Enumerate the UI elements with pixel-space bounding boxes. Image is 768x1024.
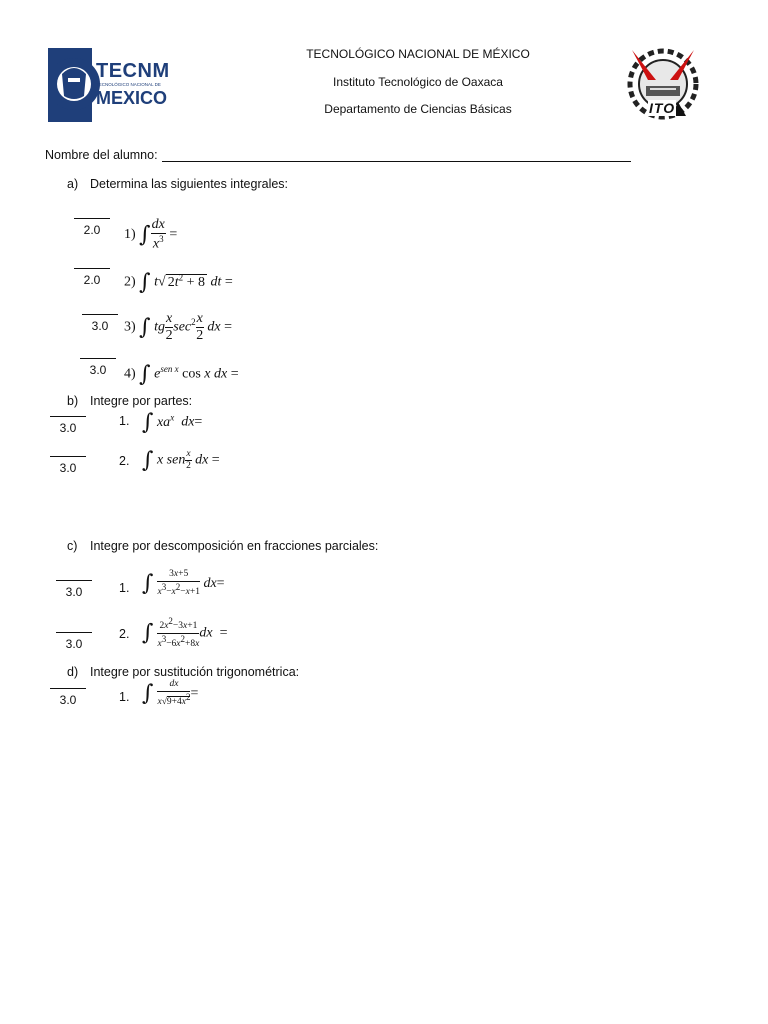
score-a1: 2.0	[74, 218, 110, 239]
item-number: 1)	[124, 227, 136, 243]
student-name-label: Nombre del alumno:	[45, 148, 158, 162]
score-c2: 3.0	[56, 632, 92, 653]
section-d-title: Integre por sustitución trigonométrica:	[90, 665, 300, 679]
score-d1: 3.0	[50, 688, 86, 709]
student-name-field[interactable]	[162, 147, 631, 162]
section-a-title: Determina las siguientes integrales:	[90, 177, 289, 191]
section-d-marker: d)	[67, 665, 79, 679]
integral-c2: ∫ $\frac{2x^2-3x+1}{x^3-6x^2+8x}$ dx =	[142, 616, 228, 649]
item-number: 4)	[124, 366, 136, 382]
item-number: 3)	[124, 319, 136, 335]
tecnm-logo-country: MEXICO	[96, 88, 168, 108]
section-c-marker: c)	[67, 539, 78, 553]
item-number-d1: 1.	[119, 690, 130, 704]
integral-c1: ∫ $\frac{3x+5}{x^3-x^2-x+1}$ dx=	[142, 569, 225, 597]
item-number-c2: 2.	[119, 627, 130, 641]
tecnm-logo-subtext: TECNOLÓGICO NACIONAL DE	[96, 82, 161, 87]
section-c-title: Integre por descomposición en fracciones parciales:	[90, 539, 379, 553]
integral-d1: ∫ $\frac{dx}{x√9+4x^2}$ =	[142, 679, 199, 707]
item-number-b2: 2.	[119, 454, 130, 468]
item-number-b1: 1.	[119, 414, 130, 428]
score-a3: 3.0	[82, 314, 118, 335]
institution-name: TECNOLÓGICO NACIONAL DE MÉXICO	[306, 47, 530, 61]
integral-b1: ∫ $xa^x$ dx=	[142, 410, 203, 435]
score-b2: 3.0	[50, 456, 86, 477]
score-c1: 3.0	[56, 580, 92, 601]
ito-logo-text: ITO	[649, 100, 676, 116]
score-b1: 3.0	[50, 416, 86, 437]
item-number: 2)	[124, 274, 136, 290]
integral-a3: 3) ∫ tg $\frac{x}{2}$ $\sec^2$ $\frac{x}{2}$ dx =	[124, 311, 232, 343]
tecnm-logo	[44, 44, 174, 126]
tecnm-logo-text: TECNM	[96, 60, 170, 82]
score-a4: 3.0	[80, 358, 116, 379]
section-a-marker: a)	[67, 177, 79, 191]
department-name: Departamento de Ciencias Básicas	[324, 102, 512, 116]
section-b-marker: b)	[67, 394, 79, 408]
ito-logo	[626, 44, 700, 122]
integral-a1: 1) ∫ $\frac{dx}{x^3}$ =	[124, 217, 178, 252]
integral-b2: ∫ x sen $\frac{x}{2}$ dx =	[142, 448, 220, 473]
integral-a4: 4) ∫ $e^{sen x}$ cos x dx =	[124, 362, 239, 387]
integral-a2: 2) ∫ t√ $2t^2 + 8$ dt =	[124, 270, 233, 295]
item-number-c1: 1.	[119, 581, 130, 595]
institute-name: Instituto Tecnológico de Oaxaca	[333, 75, 503, 89]
section-b-title: Integre por partes:	[90, 394, 193, 408]
score-a2: 2.0	[74, 268, 110, 289]
